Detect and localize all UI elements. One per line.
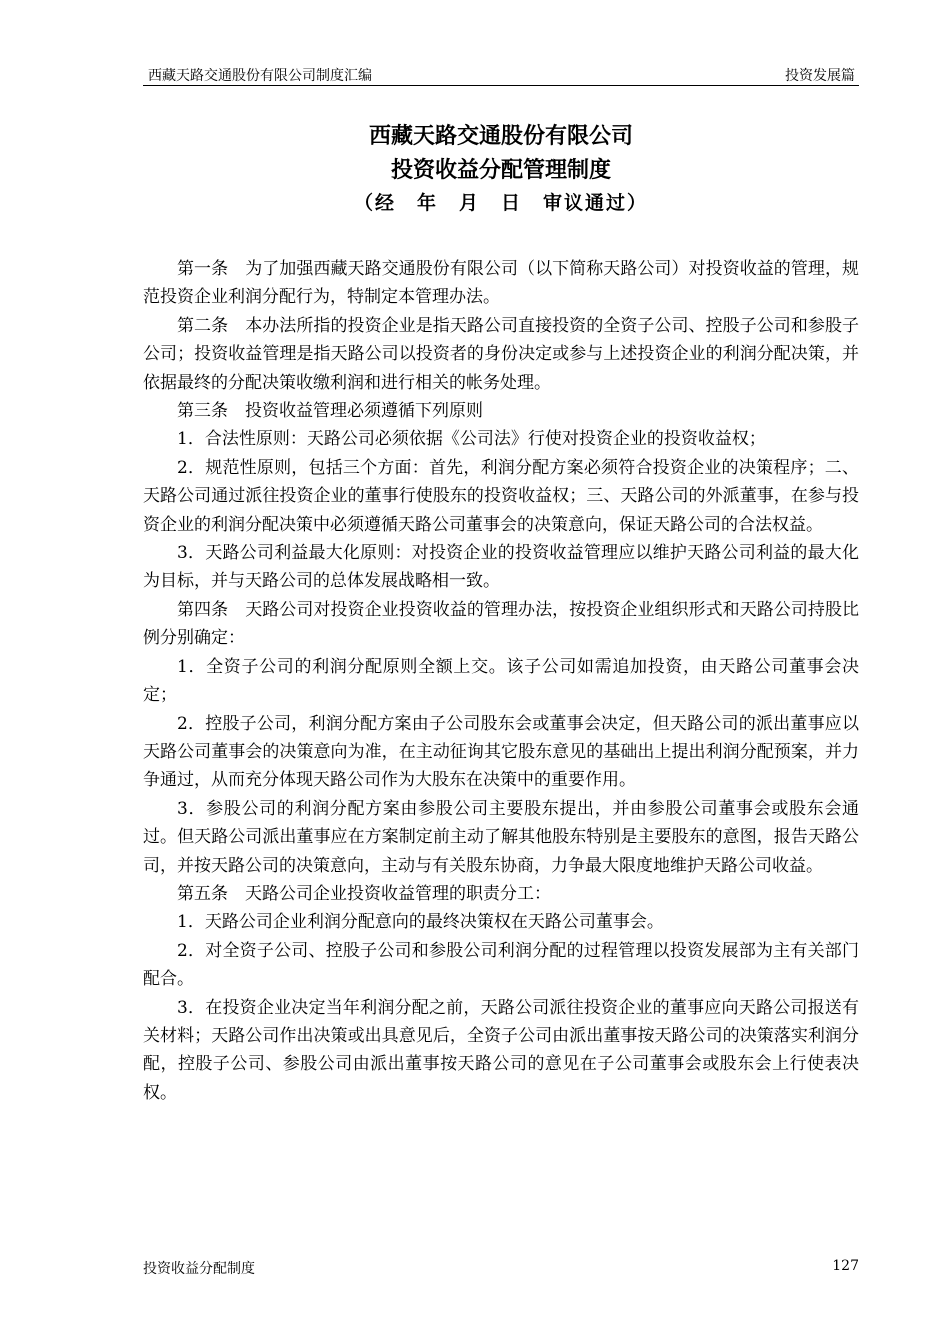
paragraph-article-4: 第四条 天路公司对投资企业投资收益的管理办法，按投资企业组织形式和天路公司持股比例分别确定： <box>143 599 859 649</box>
footer-document-name: 投资收益分配制度 <box>143 1261 255 1277</box>
paragraph-article-4-item-2: 2．控股子公司，利润分配方案由子公司股东会或董事会决定，但天路公司的派出董事应以天路公司董事会的决策意向为准，在主动征询其它股东意见的基础出上提出利润分配预案，并力争通过，从而充分体现天路公司作为大股东在决策中的重要作用。 <box>143 713 859 791</box>
paragraph-article-3-item-2: 2．规范性原则，包括三个方面：首先，利润分配方案必须符合投资企业的决策程序；二、天路公司通过派往投资企业的董事行使股东的投资收益权；三、天路公司的外派董事，在参与投资企业的利润分配决策中必须遵循天路公司董事会的决策意向，保证天路公司的合法权益。 <box>143 457 859 535</box>
page-number: 127 <box>832 1258 859 1274</box>
paragraph-article-1: 第一条 为了加强西藏天路交通股份有限公司（以下简称天路公司）对投资收益的管理，规范投资企业利润分配行为，特制定本管理办法。 <box>143 259 859 308</box>
company-title: 西藏天路交通股份有限公司 <box>368 124 633 149</box>
approval-note: （经 年 月 日 审议通过） <box>353 192 648 214</box>
paragraph-article-5-item-2: 2．对全资子公司、控股子公司和参股公司利润分配的过程管理以投资发展部为主有关部门配合。 <box>143 940 859 990</box>
page-header <box>143 63 859 86</box>
paragraph-article-3: 第三条 投资收益管理必须遵循下列原则 <box>177 401 483 422</box>
paragraph-article-5-item-3: 3．在投资企业决定当年利润分配之前，天路公司派往投资企业的董事应向天路公司报送有关材料；天路公司作出决策或出具意见后，全资子公司由派出董事按天路公司的决策落实利润分配，控股子公司、参股公司由派出董事按天路公司的意见在子公司董事会或股东会上行使表决权。 <box>143 997 859 1103</box>
paragraph-article-5-item-1: 1．天路公司企业利润分配意向的最终决策权在天路公司董事会。 <box>177 912 664 933</box>
paragraph-article-4-item-3: 3．参股公司的利润分配方案由参股公司主要股东提出，并由参股公司董事会或股东会通过。但天路公司派出董事应在方案制定前主动了解其他股东特别是主要股东的意图，报告天路公司，并按天路公司的决策意向，主动与有关股东协商，力争最大限度地维护天路公司收益。 <box>143 798 859 876</box>
paragraph-article-4-item-1: 1．全资子公司的利润分配原则全额上交。该子公司如需追加投资，由天路公司董事会决定； <box>143 656 859 706</box>
paragraph-article-3-item-1: 1．合法性原则：天路公司必须依据《公司法》行使对投资企业的投资收益权； <box>177 429 766 450</box>
paragraph-article-5: 第五条 天路公司企业投资收益管理的职责分工： <box>177 883 551 904</box>
header-section-title: 投资发展篇 <box>785 68 855 84</box>
document-title-block <box>143 120 859 218</box>
document-body <box>143 255 859 1107</box>
regulation-title: 投资收益分配管理制度 <box>390 158 611 183</box>
paragraph-article-3-item-3: 3．天路公司利益最大化原则：对投资企业的投资收益管理应以维护天路公司利益的最大化为目标，并与天路公司的总体发展战略相一致。 <box>143 543 859 592</box>
header-document-title: 西藏天路交通股份有限公司制度汇编 <box>148 68 372 84</box>
paragraph-article-2: 第二条 本办法所指的投资企业是指天路公司直接投资的全资子公司、控股子公司和参股子公司；投资收益管理是指天路公司以投资者的身份决定或参与上述投资企业的利润分配决策，并依据最终的分配决策收缴利润和进行相关的帐务处理。 <box>143 315 859 393</box>
